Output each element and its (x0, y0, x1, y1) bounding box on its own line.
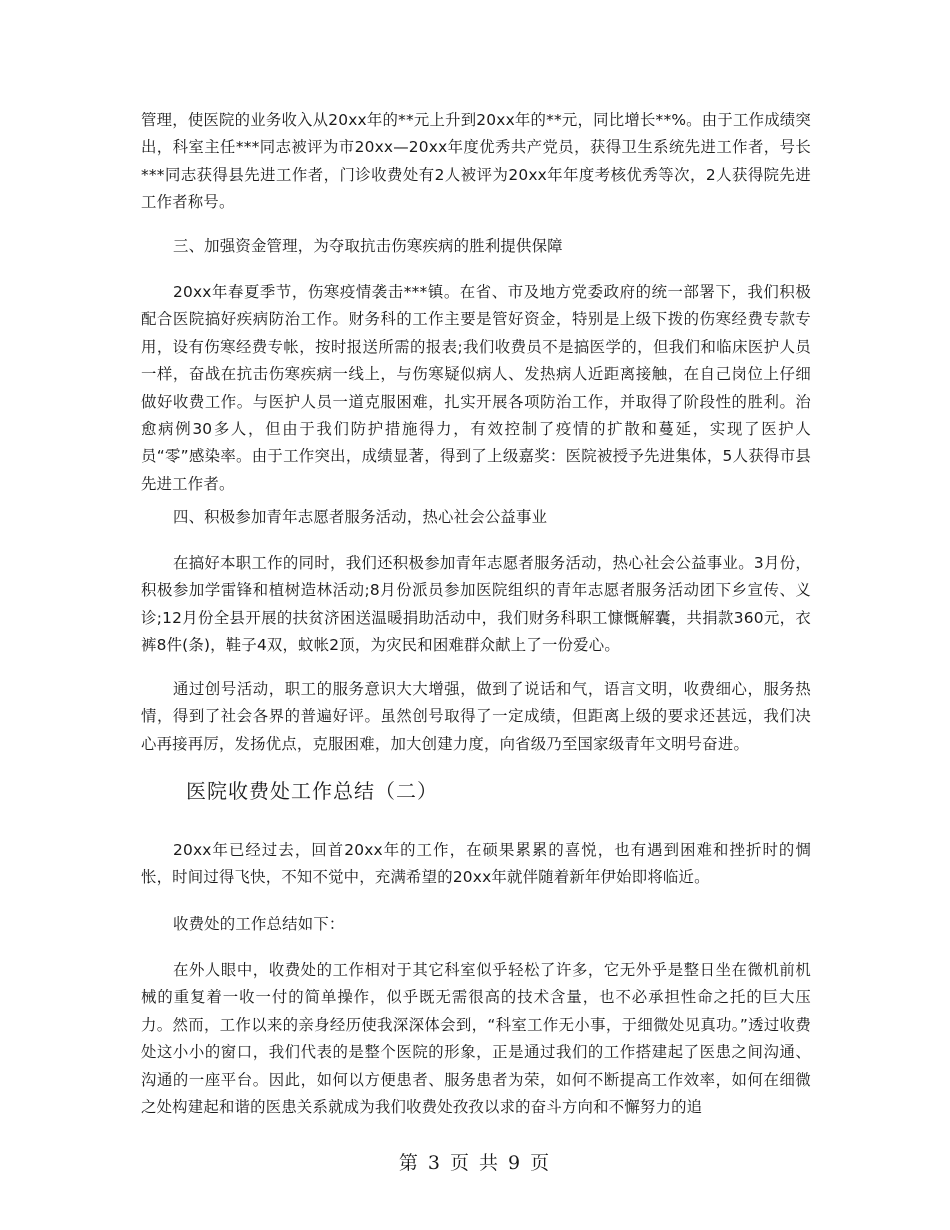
paragraph-volunteer-activities: 在搞好本职工作的同时，我们还积极参加青年志愿者服务活动，热心社会公益事业。3月份，积极参加学雷锋和植树造林活动;8月份派员参加医院组织的青年志愿者服务活动团下乡宣传、义诊;12月份全县开展的扶贫济困送温暖捐助活动中，我们财务科职工慷慨解囊，共捐款360元，衣裤8件(条)，鞋子4双，蚊帐2顶，为灾民和困难群众献上了一份爱心。 (141, 554, 811, 655)
page-number-footer: 第 3 页 共 9 页 (398, 1152, 552, 1174)
section-heading-four: 四、积极参加青年志愿者服务活动，热心社会公益事业 (173, 508, 548, 526)
section-heading-three: 三、加强资金管理，为夺取抗击伤寒疾病的胜利提供保障 (173, 237, 563, 255)
paragraph-summary-intro: 收费处的工作总结如下： (173, 915, 345, 933)
paragraph-year-review: 20xx年已经过去，回首20xx年的工作，在硕果累累的喜悦，也有遇到困难和挫折时的惆怅，时间过得飞快，不知不觉中，充满希望的20xx年就伴随着新年伊始即将临近。 (141, 841, 811, 887)
paragraph-service-awareness: 通过创号活动，职工的服务意识大大增强，做到了说话和气，语言文明，收费细心，服务热情，得到了社会各界的普遍好评。虽然创号取得了一定成绩，但距离上级的要求还甚远，我们决心再接再厉，发扬优点，克服困难，加大创建力度，向省级乃至国家级青年文明号奋进。 (141, 680, 811, 753)
paragraph-income-growth: 管理，使医院的业务收入从20xx年的**元上升到20xx年的**元，同比增长**%。由于工作成绩突出，科室主任***同志被评为市20xx—20xx年度优秀共产党员，获得卫生系统先进工作者，号长***同志获得县先进工作者，门诊收费处有2人被评为20xx年年度考核优秀等次，2人获得院先进工作者称号。 (141, 111, 811, 212)
paragraph-cashier-work: 在外人眼中，收费处的工作相对于其它科室似乎轻松了许多，它无外乎是整日坐在微机前机械的重复着一收一付的简单操作，似乎既无需很高的技术含量，也不必承担性命之托的巨大压力。然而，工作以来的亲身经历使我深深体会到，“科室工作无小事，于细微处见真功。”透过收费处这小小的窗口，我们代表的是整个医院的形象，正是通过我们的工作搭建起了医患之间沟通、沟通的一座平台。因此，如何以方便患者、服务患者为荣，如何不断提高工作效率，如何在细微之处构建起和谐的医患关系就成为我们收费处孜孜以求的奋斗方向和不懈努力的追 (141, 961, 811, 1117)
document-subtitle: 医院收费处工作总结（二） (186, 779, 438, 803)
paragraph-typhoid-response: 20xx年春夏季节，伤寒疫情袭击***镇。在省、市及地方党委政府的统一部署下，我们积极配合医院搞好疾病防治工作。财务科的工作主要是管好资金，特别是上级下拨的伤寒经费专款专用，设有伤寒经费专帐，按时报送所需的报表;我们收费员不是搞医学的，但我们和临床医护人员一样，奋战在抗击伤寒疾病一线上，与伤寒疑似病人、发热病人近距离接触，在自己岗位上仔细做好收费工作。与医护人员一道克服困难，扎实开展各项防治工作，并取得了阶段性的胜利。治愈病例30多人，但由于我们防护措施得力，有效控制了疫情的扩散和蔓延，实现了医护人员“零”感染率。由于工作突出，成绩显著，得到了上级嘉奖：医院被授予先进集体，5人获得市县先进工作者。 (141, 283, 811, 493)
